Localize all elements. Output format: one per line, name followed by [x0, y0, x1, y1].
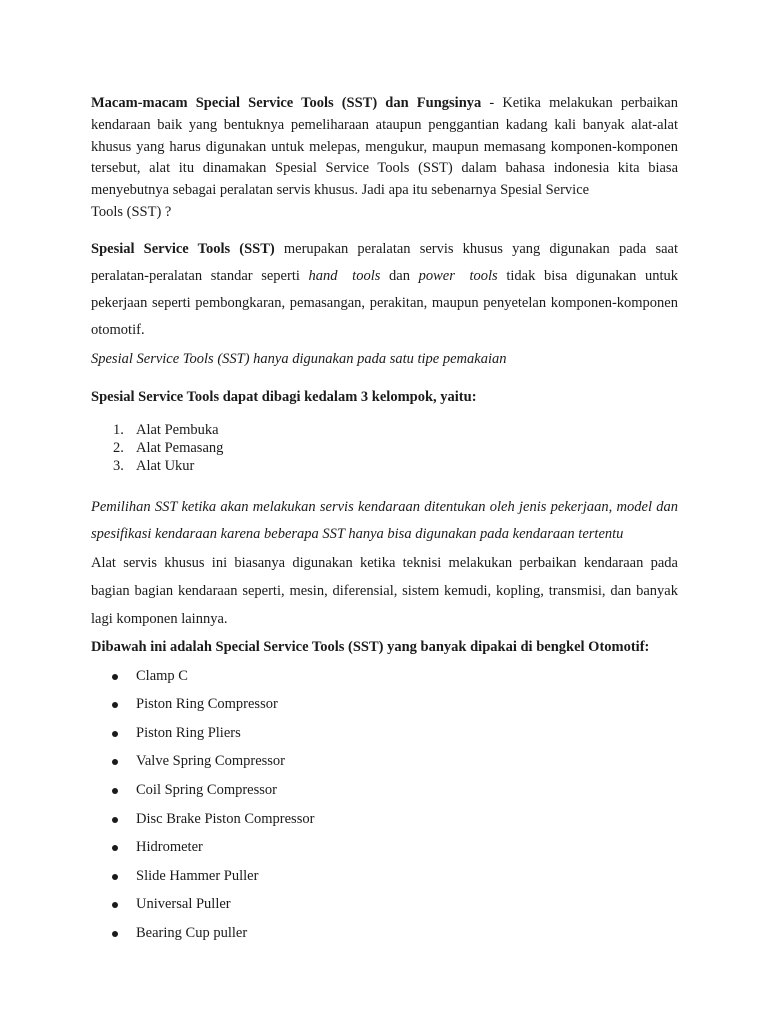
tool-name: Clamp C [136, 667, 188, 684]
bullet-icon [112, 674, 118, 680]
list-number: 2. [113, 439, 124, 456]
bullet-icon [112, 874, 118, 880]
list-item [91, 833, 678, 862]
selection-note: Pemilihan SST ketika akan melakukan servis kendaraan ditentukan oleh jenis pekerjaan, model dan spesifikasi kendaraan karena beberapa SST hanya bisa digunakan pada kendaraan tertentu [91, 498, 678, 543]
list-item [91, 457, 678, 475]
tools-list [91, 662, 678, 948]
bullet-icon [112, 931, 118, 937]
tool-name: Slide Hammer Puller [136, 867, 259, 884]
bullet-icon [112, 817, 118, 823]
definition-paragraph [91, 236, 678, 345]
list-item [91, 776, 678, 805]
list-item [91, 690, 678, 719]
list-item [91, 805, 678, 834]
list-item [91, 662, 678, 691]
usage-note: Spesial Service Tools (SST) hanya digunakan pada satu tipe pemakaian [91, 350, 507, 367]
list-item [91, 919, 678, 948]
tool-name: Piston Ring Pliers [136, 724, 241, 741]
definition-text-a: merupakan peralatan servis khusus yang digunakan pada saat peralatan-peralatan standar seperti [91, 240, 678, 284]
tool-name: Universal Puller [136, 896, 231, 913]
intro-text: - Ketika melakukan perbaikan kendaraan baik yang bentuknya pemeliharaan ataupun penggantian kadang kali banyak alat-alat khusus yang harus digunakan untuk melepas, mengukur, maupun memasang komponen-komponen tersebut, alat itu dinamakan Spesial Service Tools (SST) dalam bahasa indonesia kita biasa menyebutnya sebagai peralatan servis khusus. Jadi apa itu sebenarnya Spesial Service [91, 95, 678, 199]
tool-name: Coil Spring Compressor [136, 781, 277, 798]
bullet-icon [112, 788, 118, 794]
tool-name: Piston Ring Compressor [136, 696, 278, 713]
definition-term: Spesial Service Tools (SST) [91, 240, 275, 257]
list-item-label: Alat Pembuka [136, 421, 219, 438]
bullet-icon [112, 845, 118, 851]
definition-text-c: tidak bisa digunakan untuk pekerjaan seperti pembongkaran, pemasangan, perakitan, maupun penyetelan komponen-komponen otomotif. [91, 267, 679, 339]
list-item [91, 421, 678, 439]
list-item-label: Alat Pemasang [136, 439, 224, 456]
tool-name: Bearing Cup puller [136, 924, 248, 941]
bullet-icon [112, 731, 118, 737]
bullet-icon [112, 902, 118, 908]
bullet-icon [112, 702, 118, 708]
list-item [91, 747, 678, 776]
definition-text-b: dan [380, 267, 419, 284]
list-item [91, 890, 678, 919]
tool-name: Valve Spring Compressor [136, 753, 286, 770]
intro-paragraph [91, 93, 678, 224]
usage-paragraph: Alat servis khusus ini biasanya digunakan ketika teknisi melakukan perbaikan kendaraan pada bagian bagian kendaraan seperti, mesin, diferensial, sistem kemudi, kopling, transmisi, dan banyak lagi komponen lainnya. [91, 554, 678, 627]
article-title: Macam-macam Special Service Tools (SST) dan Fungsinya [91, 95, 482, 111]
bullet-icon [112, 759, 118, 765]
tool-name: Disc Brake Piston Compressor [136, 810, 315, 827]
list-item [91, 862, 678, 891]
tool-name: Hidrometer [136, 839, 203, 856]
list-number: 3. [113, 457, 124, 474]
list-item-label: Alat Ukur [136, 457, 195, 474]
hand-tools-term: hand tools [308, 267, 381, 284]
groups-list [91, 421, 678, 475]
list-number: 1. [113, 421, 124, 438]
groups-heading: Spesial Service Tools dapat dibagi kedalam 3 kelompok, yaitu: [91, 388, 477, 405]
list-item [91, 719, 678, 748]
list-item [91, 439, 678, 457]
tools-heading: Dibawah ini adalah Special Service Tools (SST) yang banyak dipakai di bengkel Otomotif: [91, 638, 650, 655]
power-tools-term: power tools [418, 267, 498, 284]
document-page [91, 93, 678, 948]
intro-text-last: Tools (SST) ? [91, 203, 172, 220]
